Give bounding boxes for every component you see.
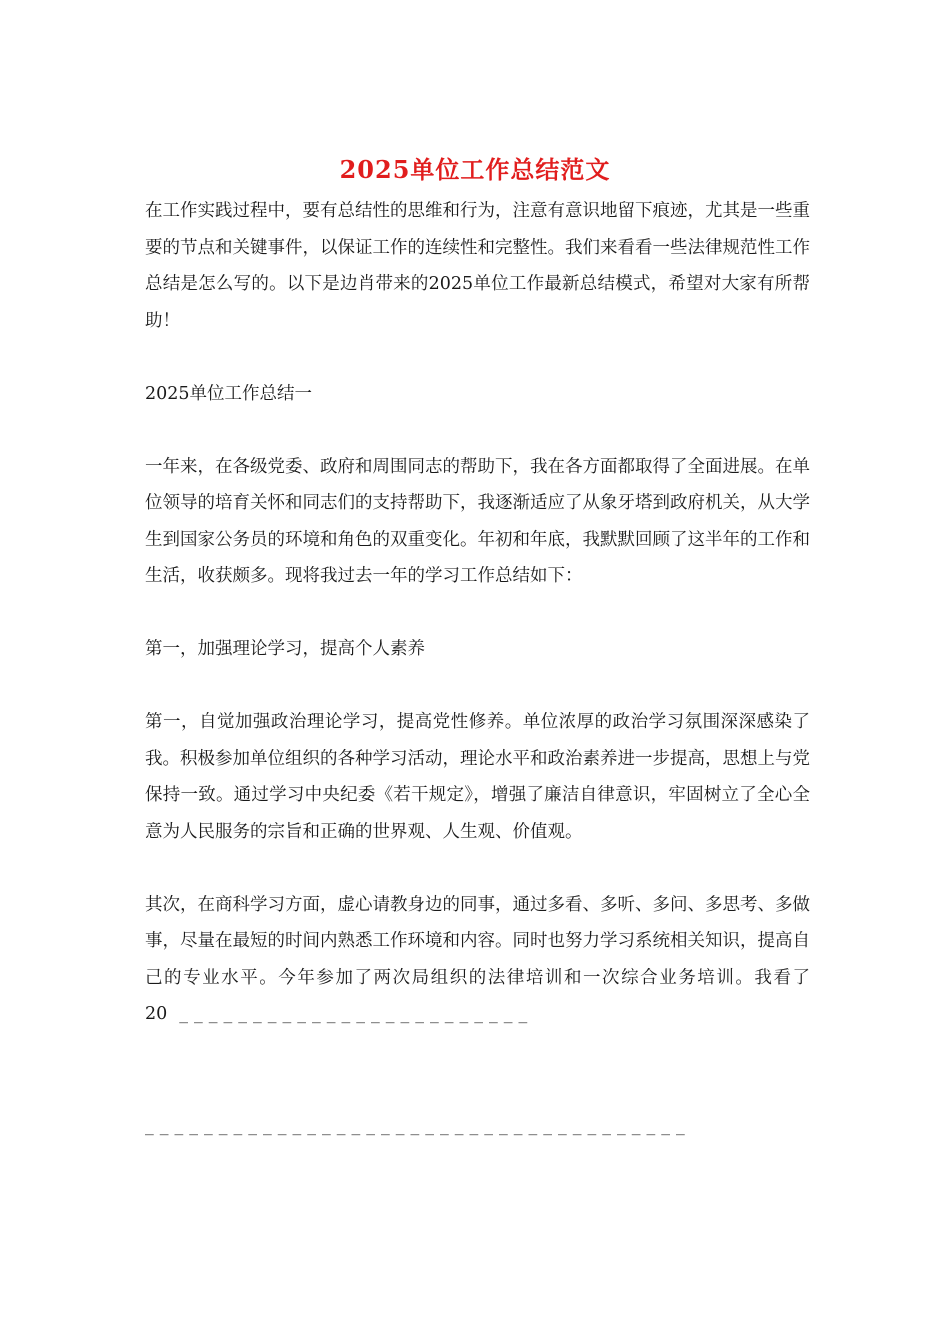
paragraph-gap: [145, 668, 810, 705]
section-heading: 2025单位工作总结一: [145, 383, 313, 404]
paragraph-gap: [145, 595, 810, 632]
body-paragraph-2: 第一，自觉加强政治理论学习，提高党性修养。单位浓厚的政治学习氛围深深感染了我。积极参加单位组织的各种学习活动，理论水平和政治素养进一步提高，思想上与党保持一致。通过学习中央纪委《若干规定》，增强了廉洁自律意识，牢固树立了全心全意为人民服务的宗旨和正确的世界观、人生观、价值观。: [145, 712, 810, 842]
document-body: [145, 193, 810, 1033]
body-paragraph-1: 一年来，在各级党委、政府和周围同志的帮助下，我在各方面都取得了全面进展。在单位领导的培育关怀和同志们的支持帮助下，我逐渐适应了从象牙塔到政府机关，从大学生到国家公务员的环境和角色的双重变化。年初和年底，我默默回顾了这半年的工作和生活，收获颇多。现将我过去一年的学习工作总结如下：: [145, 456, 810, 586]
sub-heading: 第一，加强理论学习，提高个人素养: [145, 639, 425, 659]
truncation-dashes-inline: ________________________: [179, 1004, 534, 1024]
intro-paragraph: 在工作实践过程中，要有总结性的思维和行为，注意有意识地留下痕迹，尤其是一些重要的节点和关键事件，以保证工作的连续性和完整性。我们来看看一些法律规范性工作总结是怎么写的。以下是边肖带来的2025单位工作最新总结模式，希望对大家有所帮助！: [145, 201, 810, 331]
paragraph-gap: [145, 412, 810, 449]
paragraph-gap: [145, 850, 810, 887]
body-paragraph-3: [145, 887, 810, 1033]
body-paragraph-3-text: 其次，在商科学习方面，虚心请教身边的同事，通过多看、多听、多问、多思考、多做事，尽量在最短的时间内熟悉工作环境和内容。同时也努力学习系统相关知识，提高自己的专业水平。今年参加了两次局组织的法律培训和一次综合业务培训。我看了20: [145, 894, 810, 1024]
document-title: 2025单位工作总结范文: [339, 155, 611, 184]
truncation-dashes-line: _____________________________________: [145, 1116, 691, 1136]
paragraph-gap: [145, 339, 810, 376]
